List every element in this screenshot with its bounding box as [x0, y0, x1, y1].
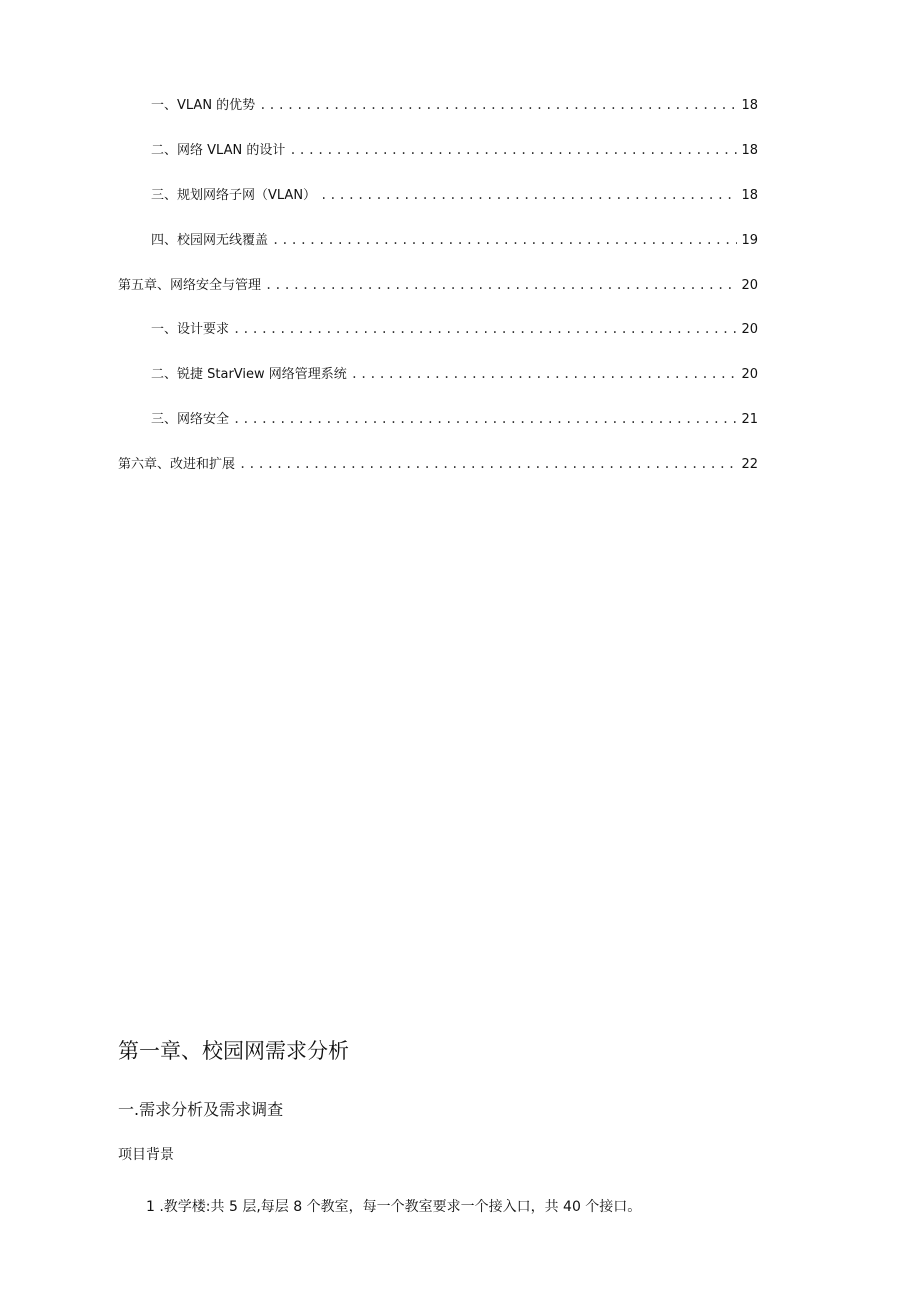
toc-dot-leader: [265, 276, 737, 294]
toc-chapter-entry[interactable]: [118, 455, 758, 474]
toc-entry-title: 二、锐捷 StarView 网络管理系统: [151, 367, 347, 382]
toc-entry[interactable]: [151, 320, 758, 339]
toc-entry-title: 一、设计要求: [151, 322, 230, 337]
toc-page-number: 19: [741, 233, 758, 248]
toc-dot-leader: [233, 320, 737, 338]
section-heading: 一.需求分析及需求调查: [118, 1100, 284, 1119]
toc-dot-leader: [320, 186, 737, 204]
toc-page-number: 18: [741, 188, 758, 203]
toc-entry[interactable]: [151, 410, 758, 429]
toc-dot-leader: [351, 365, 738, 383]
toc-dot-leader: [259, 96, 737, 114]
toc-entry[interactable]: [151, 365, 758, 384]
list-item-paragraph: 1 .教学楼:共 5 层,每层 8 个教室，每一个教室要求一个接入口，共 40 个接口。: [146, 1199, 642, 1215]
toc-page-number: 18: [741, 98, 758, 113]
toc-page-number: 20: [741, 322, 758, 337]
toc-entry-title: 二、网络 VLAN 的设计: [151, 143, 286, 158]
toc-dot-leader: [233, 410, 737, 428]
toc-entry[interactable]: [151, 141, 758, 160]
chapter-heading: 第一章、校园网需求分析: [118, 1039, 349, 1063]
toc-page-number: 18: [741, 143, 758, 158]
toc-dot-leader: [289, 141, 737, 159]
subsection-heading: 项目背景: [118, 1147, 174, 1163]
toc-entry-title: 三、网络安全: [151, 412, 230, 427]
toc-entry[interactable]: [151, 231, 758, 250]
toc-entry-title: 一、VLAN 的优势: [151, 98, 256, 113]
toc-entry-title: 四、校园网无线覆盖: [151, 233, 269, 248]
toc-page-number: 20: [741, 278, 758, 293]
toc-page-number: 22: [741, 457, 758, 472]
toc-entry[interactable]: [151, 186, 758, 205]
toc-dot-leader: [272, 231, 737, 249]
toc-entry-title: 第五章、网络安全与管理: [118, 278, 262, 293]
toc-page-number: 21: [741, 412, 758, 427]
toc-dot-leader: [239, 455, 737, 473]
toc-entry-title: 第六章、改进和扩展: [118, 457, 236, 472]
toc-entry-title: 三、规划网络子网（VLAN）: [151, 188, 317, 203]
toc-page-number: 20: [741, 367, 758, 382]
toc-entry[interactable]: [151, 96, 758, 115]
toc-chapter-entry[interactable]: [118, 276, 758, 295]
